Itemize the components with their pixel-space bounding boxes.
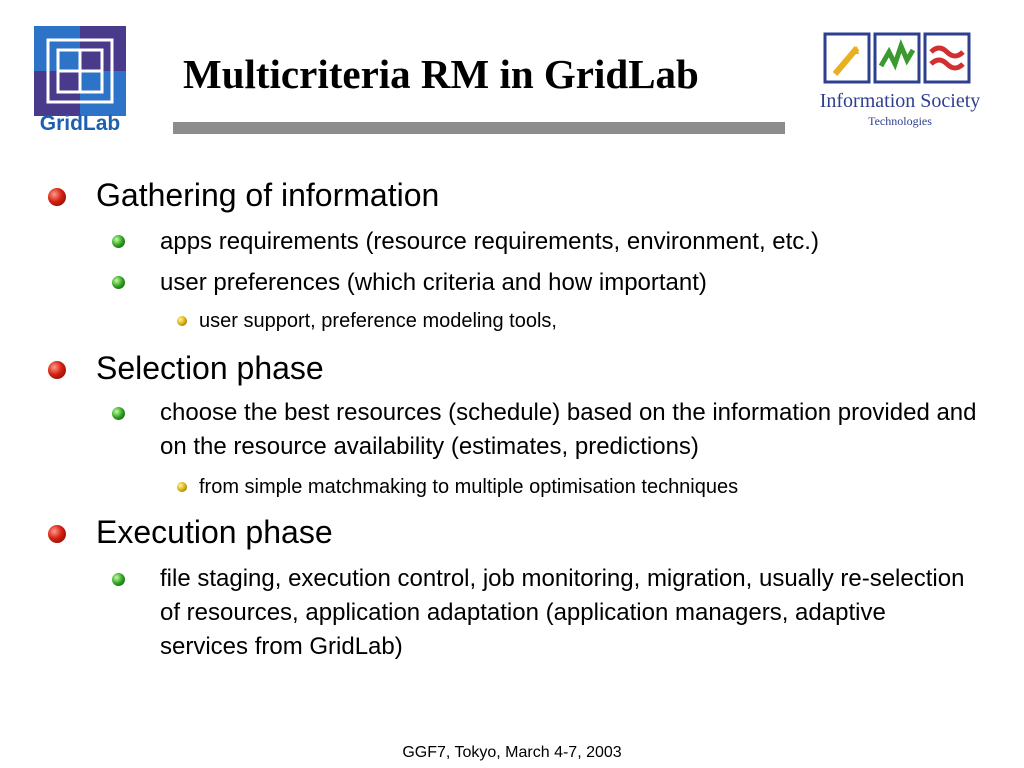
bullet-level1: Execution phase xyxy=(96,514,333,550)
bullet-level2: choose the best resources (schedule) based on the information provided and on the resource availability (estimates, predictions) xyxy=(160,399,977,460)
slide-title: Multicriteria RM in GridLab xyxy=(183,51,699,97)
bullet-level3: user support, preference modeling tools, xyxy=(199,310,557,332)
ist-logo-icon xyxy=(823,30,973,90)
bullet-level1: Selection phase xyxy=(96,350,324,386)
title-rule xyxy=(173,122,785,134)
bullet-level2: apps requirements (resource requirements, environment, etc.) xyxy=(160,228,819,255)
footer: GGF7, Tokyo, March 4-7, 2003 xyxy=(402,744,622,761)
bullet-level1: Gathering of information xyxy=(96,177,440,213)
bullet-red-icon xyxy=(48,188,66,206)
gridlab-logo-text: GridLab xyxy=(39,112,121,135)
ist-logo-line2: Technologies xyxy=(868,114,932,128)
ist-logo xyxy=(823,30,973,90)
bullet-level3: from simple matchmaking to multiple optimisation techniques xyxy=(199,476,739,498)
bullet-yellow-icon xyxy=(177,316,187,326)
bullet-yellow-icon xyxy=(177,482,187,492)
bullet-green-icon xyxy=(112,235,125,248)
bullet-red-icon xyxy=(48,525,66,543)
bullet-red-icon xyxy=(48,361,66,379)
bullet-level2: file staging, execution control, job monitoring, migration, usually re-selection of resources, application adaptation (application managers, adaptive services from GridLab) xyxy=(160,565,965,660)
bullet-level2: user preferences (which criteria and how important) xyxy=(160,269,707,296)
bullet-green-icon xyxy=(112,407,125,420)
bullet-green-icon xyxy=(112,573,125,586)
bullet-green-icon xyxy=(112,276,125,289)
ist-logo-line1: Information Society xyxy=(819,90,981,112)
